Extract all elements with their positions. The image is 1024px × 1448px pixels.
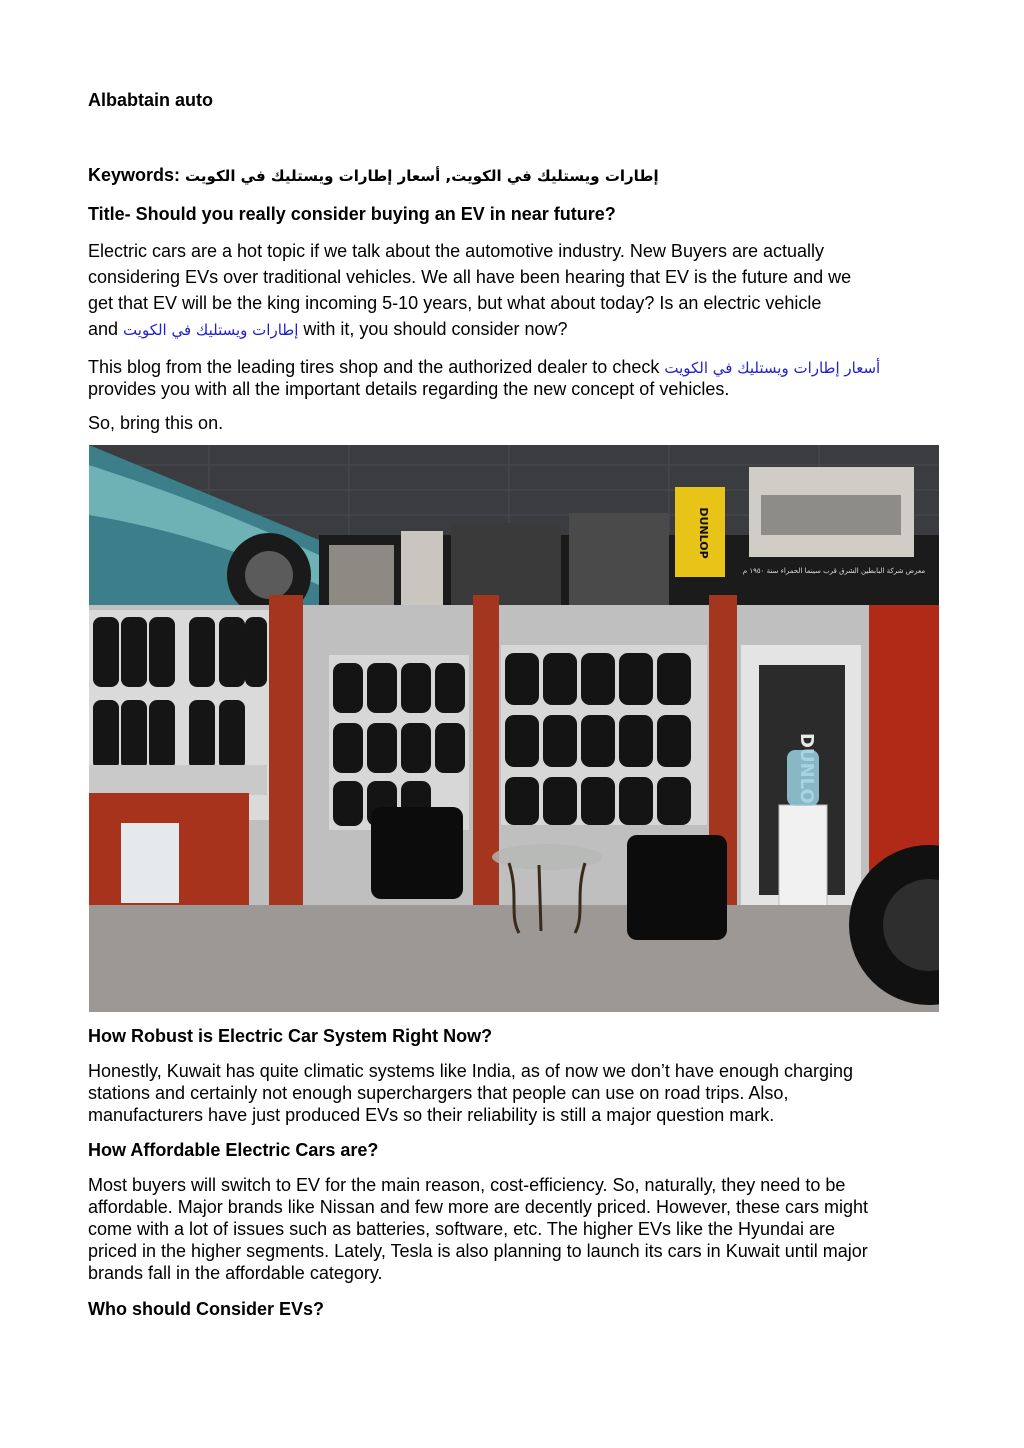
heading-affordable: How Affordable Electric Cars are? (88, 1140, 379, 1160)
dunlop-sign-text: DUNLOP (697, 507, 710, 559)
intro-suffix: with it, you should consider now? (298, 319, 568, 339)
heading-who: Who should Consider EVs? (88, 1299, 325, 1319)
tire-shop-illustration (89, 445, 939, 1012)
afford-line-2: affordable. Major brands like Nissan and few more are decently priced. However, these cars might (88, 1197, 869, 1217)
afford-line-3: come with a lot of issues such as batteries, software, etc. The higher EVs like the Hyundai are (88, 1219, 836, 1239)
heading-robust: How Robust is Electric Car System Right Now? (88, 1026, 493, 1046)
robust-line-3: manufacturers have just produced EVs so their reliability is still a major question mark. (88, 1105, 775, 1125)
intro-line-4 (88, 318, 940, 342)
intro-link[interactable]: إطارات ويستليك في الكويت (123, 321, 299, 339)
intro-line-2: considering EVs over traditional vehicles. We all have been hearing that EV is the future and we (88, 267, 852, 287)
afford-line-5: brands fall in the affordable category. (88, 1263, 383, 1283)
blog-line-2: provides you with all the important details regarding the new concept of vehicles. (88, 379, 730, 399)
keywords-value: إطارات ويستليك في الكويت, أسعار إطارات ويستليك في الكويت (185, 167, 659, 185)
intro-line-3: get that EV will be the king incoming 5-10 years, but what about today? Is an electric vehicle (88, 293, 822, 313)
tire-shop-photo (89, 445, 939, 1012)
blog-line-1 (88, 356, 940, 380)
keywords-label: Keywords: (88, 165, 181, 185)
site-title: Albabtain auto (88, 90, 213, 110)
blog-link[interactable]: أسعار إطارات ويستليك في الكويت (664, 359, 881, 377)
frieze-caption: معرض شركة البابطين الشرق قرب سينما الحمراء سنة ١٩٥٠ م (742, 567, 926, 575)
intro-prefix: and (88, 319, 124, 339)
article-title: Title- Should you really consider buying an EV in near future? (88, 204, 616, 224)
robust-line-2: stations and certainly not enough superchargers that people can use on road trips. Also, (88, 1083, 789, 1103)
robust-line-1: Honestly, Kuwait has quite climatic systems like India, as of now we don’t have enough charging (88, 1061, 854, 1081)
afford-line-4: priced in the higher segments. Lately, Tesla is also planning to launch its cars in Kuwait until major (88, 1241, 868, 1261)
keywords-line (88, 164, 940, 188)
blog-prefix: This blog from the leading tires shop and the authorized dealer to check (88, 357, 665, 377)
bring-on-text: So, bring this on. (88, 413, 224, 433)
afford-line-1: Most buyers will switch to EV for the main reason, cost-efficiency. So, naturally, they need to be (88, 1175, 846, 1195)
intro-line-1: Electric cars are a hot topic if we talk about the automotive industry. New Buyers are actually (88, 241, 825, 261)
